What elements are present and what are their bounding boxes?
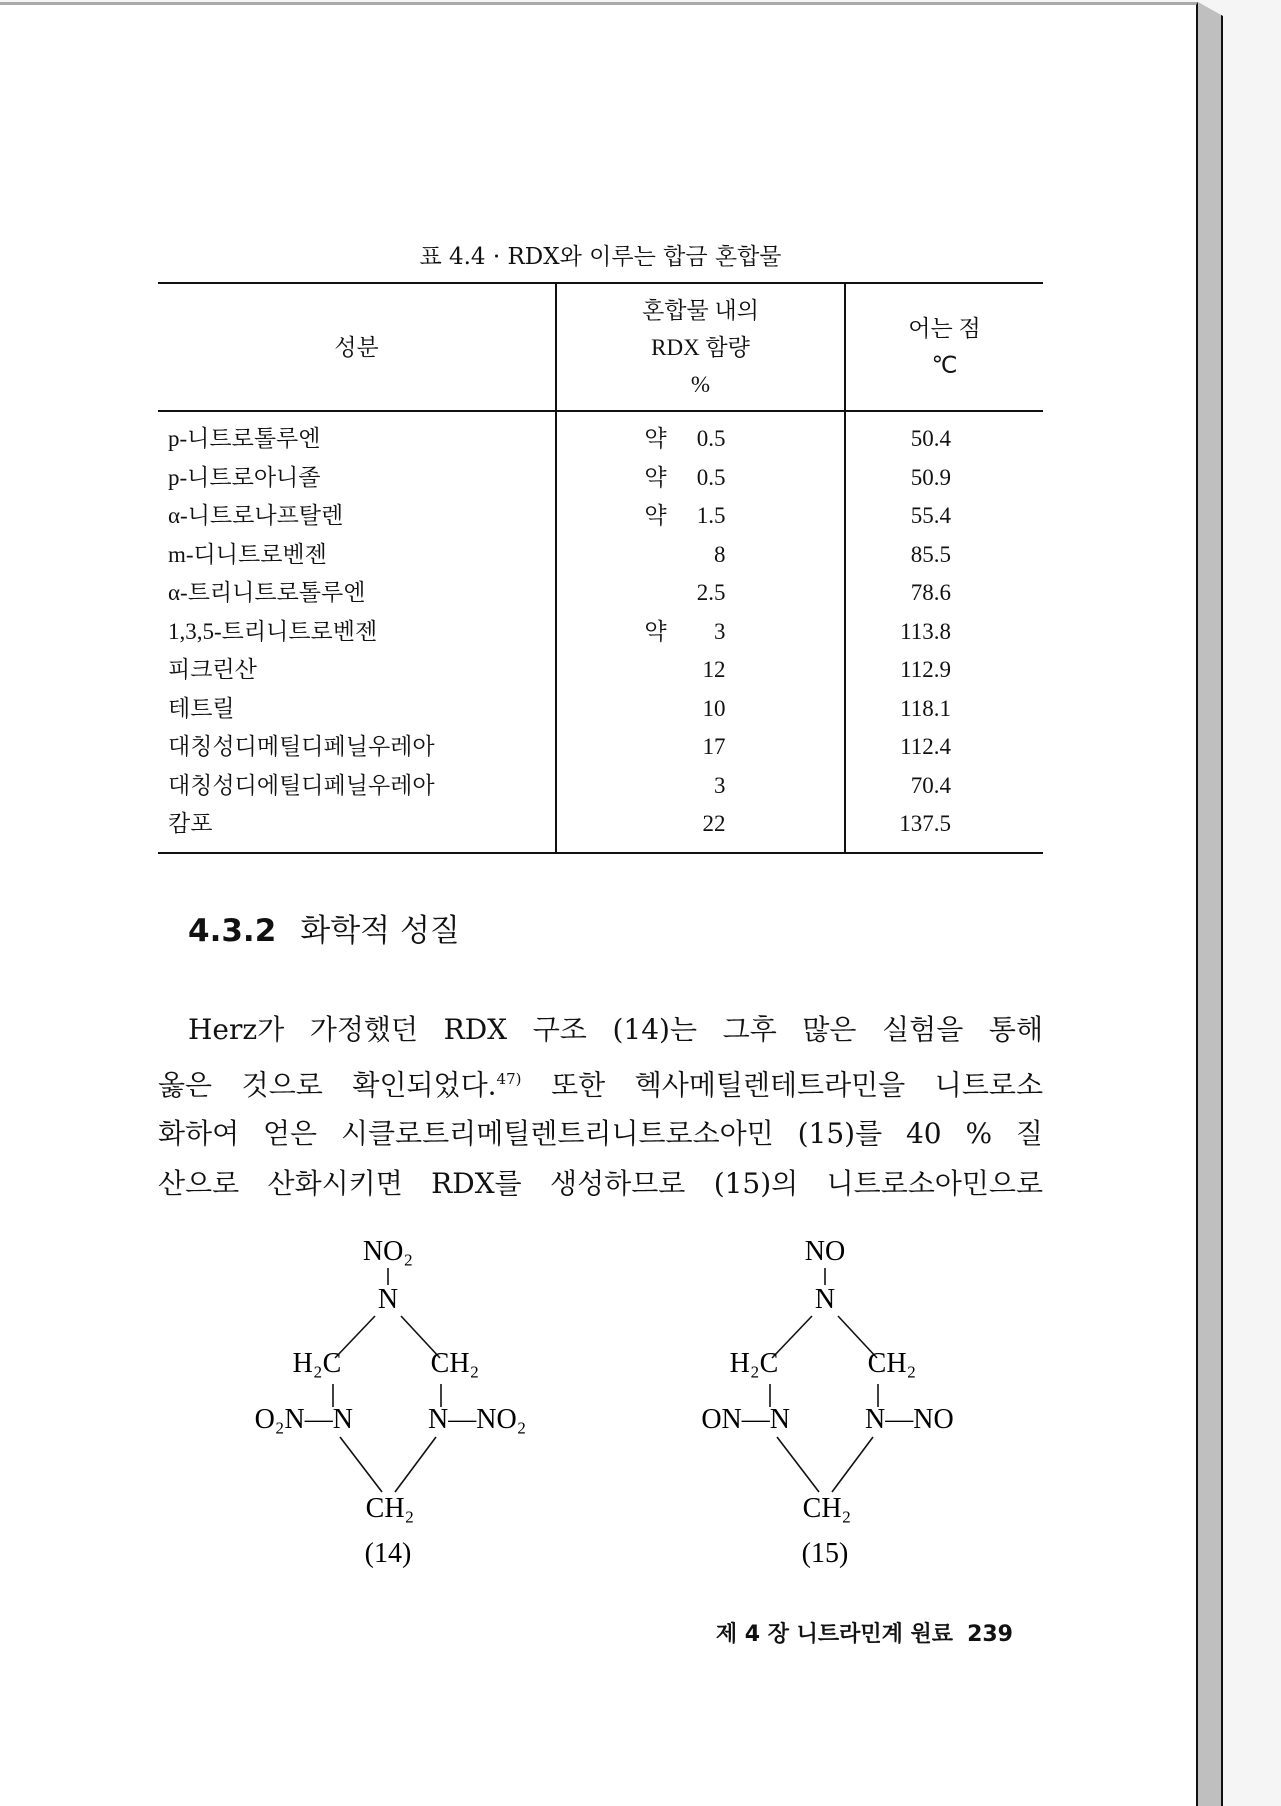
content-value: 22 [702,811,726,836]
freezing-point: 78.6 [910,580,951,605]
structure-n: N [377,1284,399,1315]
freezing-point: 70.4 [910,772,951,798]
component-name: 캄포 [158,805,556,853]
paragraph-line: Herz가 가정했던 RDX 구조 (14)는 그후 많은 실험을 통해 [188,1013,1043,1046]
chapter-title: 제 4 장 니트라민계 원료 [715,1622,954,1647]
content-value: 0.5 [696,464,726,490]
structure-left: O₂N—N [254,1404,353,1435]
content-value: 0.5 [696,426,726,451]
header-line: 혼합물 내의 [642,297,759,323]
header-line: ℃ [931,353,958,378]
freezing-point: 137.5 [845,805,1043,853]
component-name: α-트리니트로톨루엔 [168,580,366,605]
structure-top: NO [804,1236,846,1267]
approx-label: 약 [644,503,667,528]
page-footer [702,1617,1013,1648]
approx-label: 약 [644,618,667,644]
structure-bottom: CH₂ [365,1493,415,1524]
table-caption: 표 4.4 · RDX와 이루는 합금 혼합물 [419,244,782,270]
component-name: α-니트로나프탈렌 [168,503,344,528]
component-name: m-디니트로벤젠 [168,541,327,567]
page-number: 239 [967,1622,1013,1647]
structure-h2c: H₂C [729,1348,779,1379]
structure-left: ON—N [701,1404,790,1435]
component-name: 피크린산 [168,657,257,682]
header-line: RDX 함량 [651,334,750,360]
paragraph-line: 산으로 산화시키면 RDX를 생성하므로 (15)의 니트로소아민으로 [158,1166,1043,1200]
header-line: % [690,371,711,397]
content-value: 3 [714,618,726,644]
text: 옳은 것으로 확인되었다. [158,1067,497,1101]
content-value: 17 [702,734,726,759]
structure-right: N—NO₂ [428,1404,527,1435]
paragraph-line: 화하여 얻은 시클로트리메틸렌트리니트로소아민 (15)를 40 % 질 [158,1117,1043,1151]
structure-label: (14) [364,1538,412,1569]
component-name: 대칭성디메틸디페닐우레아 [168,734,435,759]
bond-line [832,1437,873,1492]
text: 또한 헥사메틸렌테트라민을 니트로소 [521,1067,1043,1101]
structure-ch2: CH₂ [430,1348,480,1379]
approx-label: 약 [644,464,667,490]
freezing-point: 118.1 [900,695,951,721]
freezing-point: 55.4 [910,503,951,528]
section-number: 4.3.2 [188,913,277,949]
freezing-point: 85.5 [910,541,951,567]
approx-label: 약 [644,426,667,451]
footnote-ref[interactable]: 47) [496,1069,522,1088]
bond-line [777,1437,819,1492]
freezing-point: 113.8 [900,618,951,644]
structure-ch2: CH₂ [867,1348,917,1379]
component-name: 테트릴 [168,695,235,721]
section-title: 화학적 성질 [300,913,460,949]
freezing-point: 50.4 [910,426,951,451]
header-component: 성분 [158,283,556,411]
bond-line [340,1437,382,1492]
structure-right: N—NO [865,1404,954,1435]
component-name: p-니트로아니졸 [168,464,321,490]
freezing-point: 50.9 [910,464,951,490]
freezing-point: 112.9 [900,657,951,682]
structure-n: N [814,1284,836,1315]
structure-h2c: H₂C [292,1348,342,1379]
component-name: 대칭성디에틸디페닐우레아 [168,772,435,798]
content-value: 2.5 [696,580,726,605]
content-value: 8 [714,541,726,567]
freezing-point: 112.4 [900,734,951,759]
content-value: 3 [714,772,726,798]
structure-top: NO₂ [362,1236,414,1267]
bond-line [395,1437,436,1492]
content-value: 12 [702,657,726,682]
content-value: 1.5 [696,503,726,528]
structure-15 [701,1236,953,1569]
component-name: 1,3,5-트리니트로벤젠 [168,618,378,644]
header-line: 어는 점 [908,316,981,341]
content-value: 10 [702,695,726,721]
component-name: p-니트로톨루엔 [168,426,321,451]
structure-label: (15) [801,1538,849,1569]
structure-14 [255,1236,527,1569]
structure-bottom: CH₂ [802,1493,852,1524]
